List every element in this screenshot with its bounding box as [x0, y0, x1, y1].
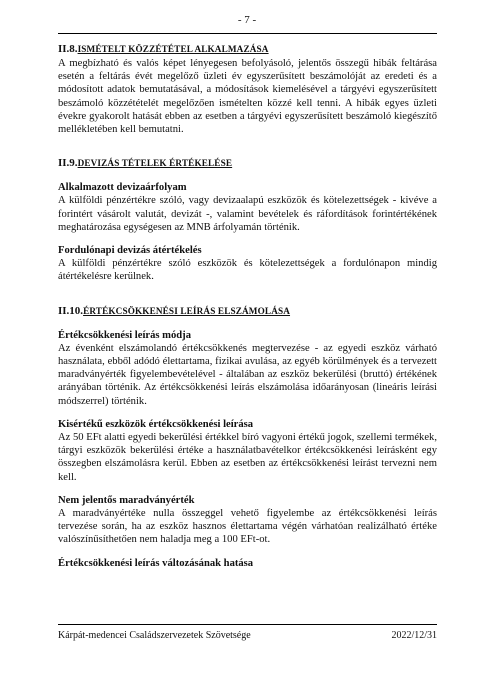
section-number: II.9.: [58, 157, 78, 170]
section-number: II.10.: [58, 304, 84, 317]
subsection-heading: Alkalmazott devizaárfolyam: [58, 182, 187, 194]
section-heading-ii-8: [58, 42, 437, 56]
page-number: - 7 -: [237, 14, 257, 26]
footer-date: 2022/12/31: [391, 630, 437, 641]
section-heading-ii-10: [58, 304, 437, 318]
section-title: DEVIZÁS TÉTELEK ÉRTÉKELÉSE: [77, 158, 233, 169]
header-divider: [58, 33, 437, 34]
footer-divider: [58, 624, 437, 625]
subsection-paragraph: A maradványértéke nulla összeggel vehető figyelembe az értékcsökkenési leírás tervezése során, ha az eszköz hasznos élettartama végén várhatóan realizálható értéke valószínűsíthetően nem haladja meg a 100 EFt-ot.: [58, 508, 437, 546]
section-heading-ii-9: [58, 156, 437, 170]
section-title: ISMÉTELT KÖZZÉTÉTEL ALKALMAZÁSA: [77, 44, 269, 54]
subsection-paragraph: A külföldi pénzértékre szóló eszközök és kötelezettségek a fordulónapon mindig átértékelésre kerülnek.: [58, 258, 437, 283]
subsection-heading: Fordulónapi devizás átértékelés: [58, 245, 202, 257]
section-paragraph: A megbízható és valós képet lényegesen befolyásoló, jelentős összegű hibák feltárása esetén a feltárás évét megelőző üzleti év egyszerűsített beszámolóját az eredeti és a módosított adatok bemutatásával, a módosítások kiemelésével a tárgyévi egyszerűsített beszámoló közzétételét megelőzően ismételten közzé kell tenni. A hibák egyes üzleti évekre gyakorolt hatását ebben az esetben a tárgyévi egyszerűsített beszámoló kiegészítő mellékletében kell bemutatni.: [58, 58, 437, 136]
document-body: [58, 42, 437, 570]
subsection-heading: Értékcsökkenési leírás változásának hatása: [58, 557, 254, 569]
footer-organization: Kárpát-medencei Családszervezetek Szövetsége: [58, 630, 251, 641]
subsection-heading: Értékcsökkenési leírás módja: [58, 329, 192, 341]
subsection-paragraph: A külföldi pénzértékre szóló, vagy devizaalapú eszközök és kötelezettségek - kivéve a forintért vásárolt valutát, devizát -, valamint bevételek és ráfordítások forintértékének meghatározása egységesen az MNB árfolyamán történik.: [58, 195, 437, 233]
section-number: II.8.: [58, 43, 78, 55]
section-title: ÉRTÉKCSÖKKENÉSI LEÍRÁS ELSZÁMOLÁSA: [83, 305, 291, 316]
subsection-heading: Nem jelentős maradványérték: [58, 494, 195, 506]
subsection-heading: Kisértékű eszközök értékcsökkenési leírása: [58, 418, 254, 430]
subsection-paragraph: Az 50 EFt alatti egyedi bekerülési értékkel bíró vagyoni értékű jogok, szellemi termékek, tárgyi eszközök bekerülési értéke a használatbavételkor értékcsökkenési leírásként egy összegben elszámolásra kerül. Ebben az esetben az értékcsökkenési leírást tervezni nem kell.: [58, 432, 437, 483]
subsection-paragraph: Az évenként elszámolandó értékcsökkenés megtervezése - az egyedi eszköz várható használata, ebből adódó élettartama, fizikai avulása, az egyéb körülmények és a tervezett maradványérték figyelembevételével - általában az eszköz bekerülési (bruttó) értékének arányában történik. Az értékcsökkenési leírás elszámolása időarányosan (lineáris leírási módszerrel) történik.: [58, 342, 437, 407]
